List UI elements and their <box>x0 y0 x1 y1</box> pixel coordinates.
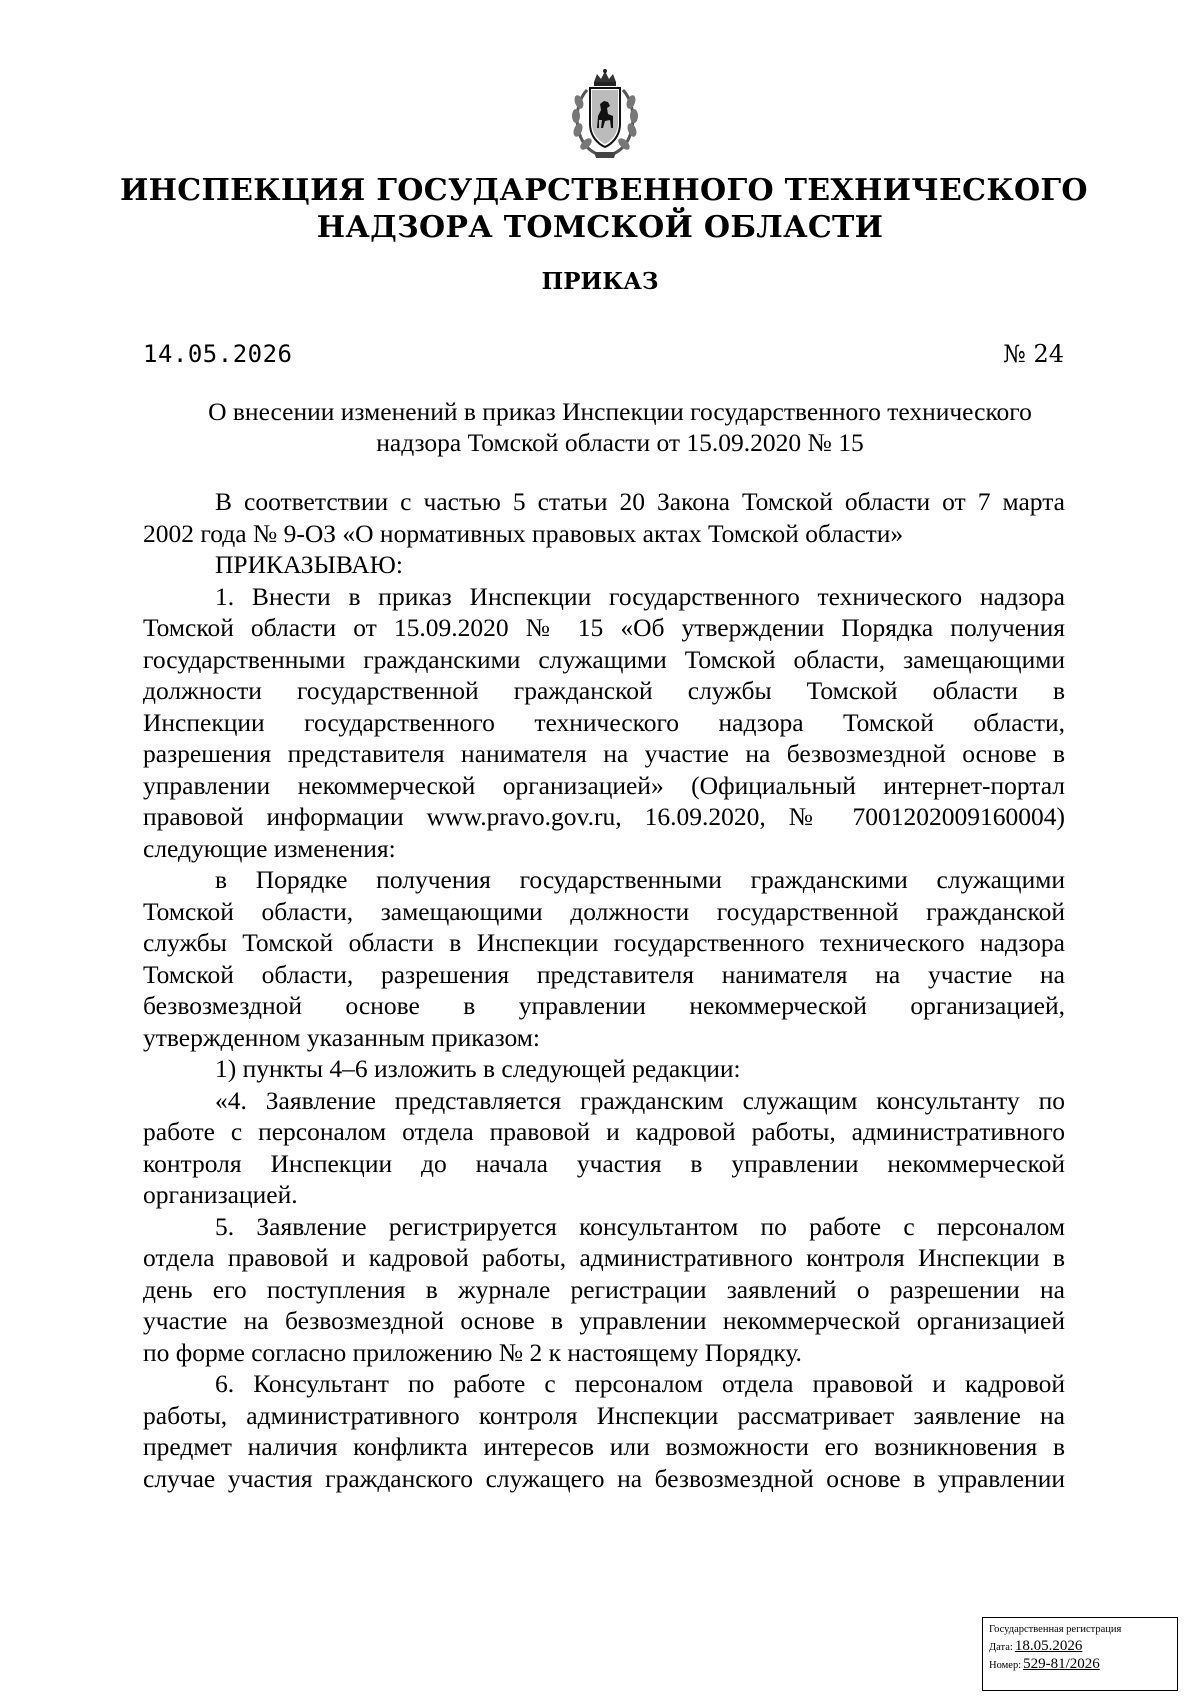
body-line: должности государственной гражданской службы Томской области в <box>143 676 1065 705</box>
registration-number-value: 529-81/2026 <box>1023 1656 1100 1672</box>
document-body <box>143 486 1065 1494</box>
body-line: следующие изменения: <box>143 833 396 863</box>
body-line: безвозмездной основе в управлении некоммерческой организацией, <box>143 991 1065 1020</box>
document-subject <box>180 396 1060 458</box>
body-line: службы Томской области в Инспекции государственного технического надзора <box>143 928 1065 957</box>
body-line: разрешения представителя нанимателя на участие на безвозмездной основе в <box>143 739 1065 768</box>
body-line: 1. Внести в приказ Инспекции государственного технического надзора <box>215 581 1065 611</box>
body-line: В соответствии с частью 5 статьи 20 Закона Томской области от 7 марта <box>215 487 1065 516</box>
body-line: ПРИКАЗЫВАЮ: <box>215 550 403 579</box>
body-line: случае участия гражданского служащего на безвозмездной основе в управлении <box>143 1463 1065 1493</box>
body-line: предмет наличия конфликта интересов или возможности его возникновения в <box>143 1432 1065 1461</box>
body-line: «4. Заявление представляется гражданским служащим консультанту по <box>215 1085 1065 1115</box>
body-line: Томской области, замещающими должности государственной гражданской <box>143 896 1065 926</box>
body-line: день его поступления в журнале регистрации заявлений о разрешении на <box>143 1274 1065 1304</box>
subject-line: надзора Томской области от 15.09.2020 № 15 <box>376 428 864 457</box>
body-line: Томской области, разрешения представителя нанимателя на участие на <box>143 959 1065 989</box>
body-line: государственными гражданскими служащими Томской области, замещающими <box>143 644 1065 674</box>
organization-title-line: ИНСПЕКЦИЯ ГОСУДАРСТВЕННОГО ТЕХНИЧЕСКОГО <box>120 173 1088 208</box>
body-line: участие на безвозмездной основе в управлении некоммерческой организацией <box>143 1306 1065 1335</box>
body-line: правовой информации www.pravo.gov.ru, 16.09.2020, № 7001202009160004) <box>143 802 1065 831</box>
document-number: № 24 <box>1003 340 1064 368</box>
body-line: в Порядке получения государственными гражданскими служащими <box>215 865 1065 894</box>
body-line: отдела правовой и кадровой работы, административного контроля Инспекции в <box>143 1243 1065 1272</box>
body-line: 6. Консультант по работе с персоналом отдела правовой и кадровой <box>215 1369 1065 1398</box>
organization-title <box>120 172 1088 246</box>
registration-stamp-title: Государственная регистрация <box>989 1624 1122 1635</box>
body-line: Томской области от 15.09.2020 № 15 «Об утверждении Порядка получения <box>143 613 1065 642</box>
registration-date-label: Дата: <box>989 1642 1013 1653</box>
document-type: ПРИКАЗ <box>541 268 659 295</box>
organization-title-line: НАДЗОРА ТОМСКОЙ ОБЛАСТИ <box>316 210 884 245</box>
body-line: управлении некоммерческой организацией» (Официальный интернет-портал <box>143 770 1065 800</box>
coat-of-arms-icon <box>570 68 640 160</box>
body-line: работе с персоналом отдела правовой и кадровой работы, административного <box>143 1117 1065 1146</box>
body-line: организацией. <box>143 1180 298 1209</box>
body-line: 2002 года № 9-ОЗ «О нормативных правовых актах Томской области» <box>143 518 904 548</box>
body-line: контроля Инспекции до начала участия в управлении некоммерческой <box>143 1148 1065 1178</box>
document-date: 14.05.2026 <box>143 340 293 368</box>
body-line: 1) пункты 4–6 изложить в следующей редакции: <box>215 1054 741 1083</box>
registration-date-value: 18.05.2026 <box>1014 1638 1083 1654</box>
body-line: Инспекции государственного технического надзора Томской области, <box>143 707 1065 737</box>
registration-number-label: Номер: <box>989 1660 1022 1671</box>
body-line: утвержденном указанным приказом: <box>143 1022 541 1052</box>
body-line: 5. Заявление регистрируется консультантом по работе с персоналом <box>215 1211 1065 1241</box>
registration-stamp <box>982 1617 1178 1691</box>
body-line: работы, административного контроля Инспекции рассматривает заявление на <box>143 1400 1065 1430</box>
body-line: по форме согласно приложению № 2 к настоящему Порядку. <box>143 1337 802 1367</box>
subject-line: О внесении изменений в приказ Инспекции государственного технического <box>208 397 1032 426</box>
